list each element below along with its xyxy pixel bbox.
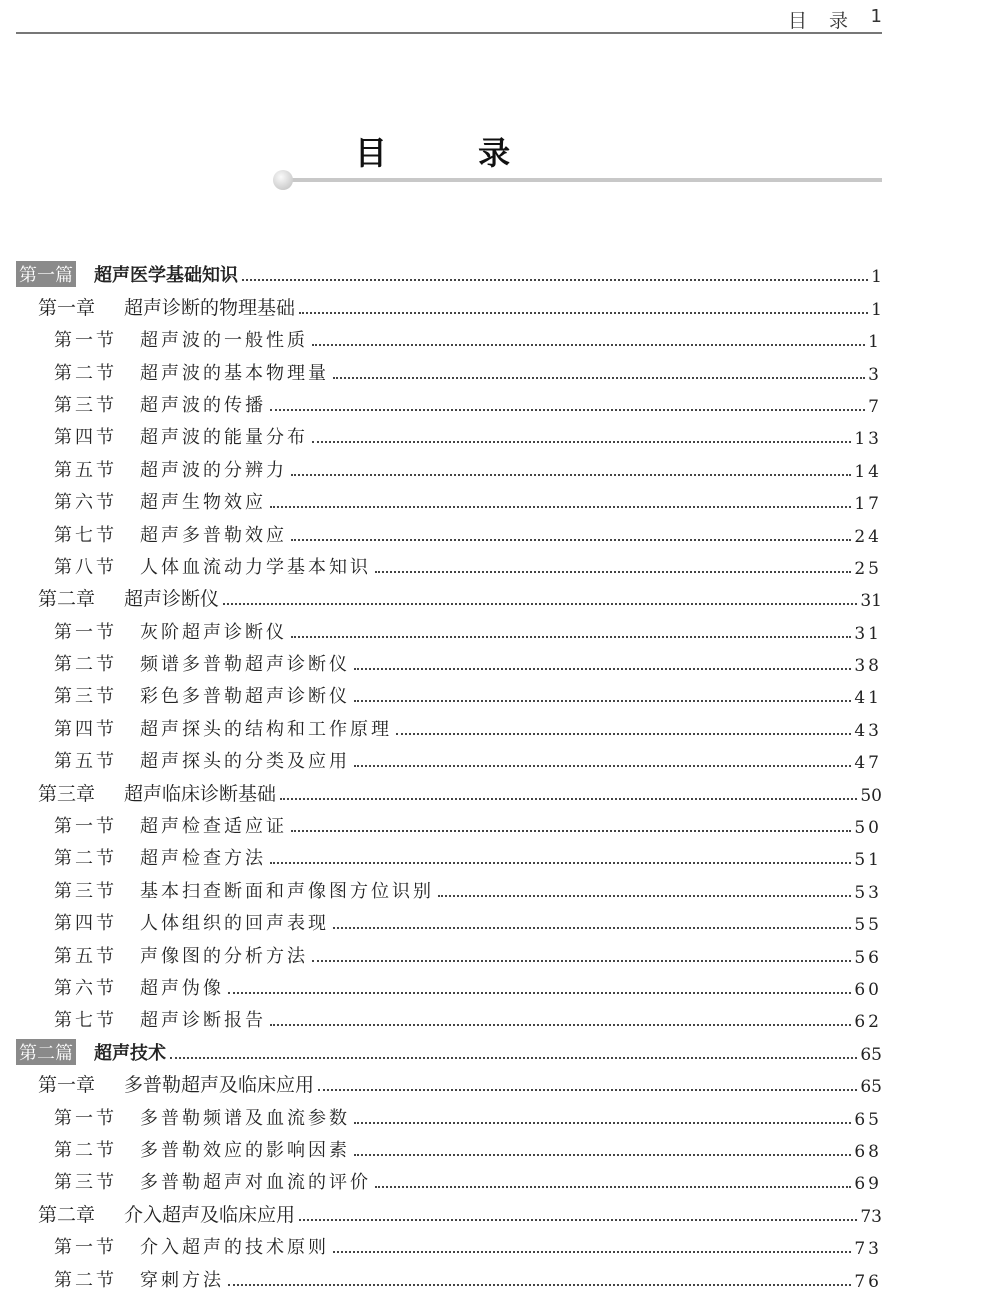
toc-entry-sec[interactable] — [16, 482, 882, 514]
entry-title: 超声诊断的物理基础 — [124, 296, 296, 319]
entry-title: 介入超声的技术原则 — [140, 1237, 329, 1259]
entry-label: 第二节 — [54, 654, 117, 676]
entry-label: 第二节 — [54, 848, 117, 870]
entry-title: 超声波的分辨力 — [140, 459, 287, 481]
entry-page-number: 53 — [854, 882, 882, 903]
entry-title: 多普勒效应的影响因素 — [140, 1139, 350, 1161]
entry-title: 超声临床诊断基础 — [124, 782, 277, 805]
page-title: 目 录 — [354, 134, 551, 172]
entry-title: 多普勒超声对血流的评价 — [140, 1172, 371, 1194]
dot-leader — [291, 830, 851, 832]
entry-label: 第三节 — [54, 1172, 117, 1194]
entry-page-number: 31 — [854, 623, 882, 644]
entry-page-number: 14 — [854, 461, 882, 482]
entry-page-number: 62 — [854, 1012, 882, 1033]
entry-title: 人体组织的回声表现 — [140, 913, 329, 935]
dot-leader — [270, 506, 851, 508]
entry-label: 第一节 — [54, 621, 117, 643]
entry-label: 第六节 — [54, 977, 117, 999]
toc-entry-sec[interactable] — [16, 417, 882, 449]
dot-leader — [333, 927, 851, 929]
toc-entry-sec[interactable] — [16, 320, 882, 352]
entry-title: 穿刺方法 — [140, 1269, 224, 1289]
toc-entry-sec[interactable] — [16, 741, 882, 773]
toc-entry-part[interactable] — [16, 1032, 882, 1064]
entry-page-number: 41 — [854, 688, 882, 709]
toc-entry-sec[interactable] — [16, 1162, 882, 1194]
entry-page-number: 38 — [854, 656, 882, 677]
entry-page-number: 73 — [854, 1239, 882, 1260]
entry-title: 人体血流动力学基本知识 — [140, 556, 371, 578]
entry-label: 第八节 — [54, 556, 117, 578]
entry-page-number: 43 — [854, 720, 882, 741]
entry-label: 第二节 — [54, 1139, 117, 1161]
entry-label: 第七节 — [54, 1010, 117, 1032]
dot-leader — [354, 765, 851, 767]
toc-entry-sec[interactable] — [16, 385, 882, 417]
entry-label: 第一章 — [38, 296, 96, 319]
entry-title: 声像图的分析方法 — [140, 945, 308, 967]
entry-title: 超声波的传播 — [140, 394, 266, 416]
entry-title: 超声波的能量分布 — [140, 427, 308, 449]
entry-label: 第五节 — [54, 459, 117, 481]
dot-leader — [228, 1284, 851, 1286]
dot-leader — [312, 344, 865, 346]
toc-entry-sec[interactable] — [16, 547, 882, 579]
running-header — [16, 0, 882, 34]
entry-title: 超声技术 — [94, 1042, 166, 1064]
entry-title: 多普勒超声及临床应用 — [124, 1074, 315, 1097]
toc-entry-sec[interactable] — [16, 449, 882, 481]
entry-title: 超声检查方法 — [140, 848, 266, 870]
toc-entry-sec[interactable] — [16, 1227, 882, 1259]
toc-entry-sec[interactable] — [16, 1130, 882, 1162]
entry-label: 第一章 — [38, 1074, 96, 1097]
dot-leader — [438, 895, 851, 897]
dot-leader — [291, 636, 851, 638]
entry-title: 基本扫查断面和声像图方位识别 — [140, 880, 434, 902]
entry-label: 第四节 — [54, 913, 117, 935]
entry-title: 超声波的一般性质 — [140, 330, 308, 352]
entry-page-number: 17 — [854, 494, 882, 515]
entry-page-number: 13 — [854, 429, 882, 450]
dot-leader — [280, 798, 857, 800]
toc-entry-sec[interactable] — [16, 1097, 882, 1129]
dot-leader — [291, 539, 851, 541]
toc-entry-part[interactable] — [16, 255, 882, 287]
toc-entry-sec[interactable] — [16, 676, 882, 708]
dot-leader — [223, 603, 857, 605]
table-of-contents — [16, 255, 882, 1289]
dot-leader — [242, 279, 868, 281]
entry-title: 超声生物效应 — [140, 492, 266, 514]
entry-page-number: 25 — [854, 558, 882, 579]
entry-label: 第二章 — [38, 588, 96, 611]
entry-page-number: 60 — [854, 979, 882, 1000]
entry-label: 第一节 — [54, 330, 117, 352]
entry-title: 介入超声及临床应用 — [124, 1203, 296, 1226]
toc-entry-sec[interactable] — [16, 644, 882, 676]
dot-leader — [375, 571, 851, 573]
dot-leader — [299, 1219, 857, 1221]
entry-page-number: 1 — [868, 332, 882, 353]
dot-leader — [333, 377, 865, 379]
entry-title: 彩色多普勒超声诊断仪 — [140, 686, 350, 708]
entry-label: 第四节 — [54, 427, 117, 449]
entry-page-number: 50 — [854, 818, 882, 839]
toc-entry-sec[interactable] — [16, 352, 882, 384]
toc-entry-sec[interactable] — [16, 838, 882, 870]
entry-title: 超声诊断报告 — [140, 1010, 266, 1032]
entry-title: 超声检查适应证 — [140, 816, 287, 838]
toc-entry-sec[interactable] — [16, 708, 882, 740]
toc-entry-sec[interactable] — [16, 968, 882, 1000]
entry-label: 第二章 — [38, 1203, 96, 1226]
entry-page-number: 68 — [854, 1141, 882, 1162]
dot-leader — [291, 474, 851, 476]
entry-title: 超声多普勒效应 — [140, 524, 287, 546]
rule-knob-ornament — [273, 170, 293, 190]
dot-leader — [354, 700, 851, 702]
entry-label: 第一节 — [54, 816, 117, 838]
entry-label: 第四节 — [54, 718, 117, 740]
toc-entry-sec[interactable] — [16, 514, 882, 546]
toc-entry-chap[interactable] — [16, 773, 882, 805]
toc-entry-chap[interactable] — [16, 579, 882, 611]
entry-page-number: 65 — [860, 1077, 882, 1098]
dot-leader — [396, 733, 851, 735]
entry-label: 第五节 — [54, 945, 117, 967]
toc-entry-sec[interactable] — [16, 870, 882, 902]
entry-page-number: 73 — [860, 1206, 882, 1227]
entry-page-number: 56 — [854, 947, 882, 968]
entry-title: 超声医学基础知识 — [94, 265, 238, 287]
entry-page-number: 7 — [868, 396, 882, 417]
running-title: 目 录 — [787, 10, 856, 32]
entry-title: 超声探头的分类及应用 — [140, 751, 350, 773]
toc-entry-sec[interactable] — [16, 611, 882, 643]
entry-label: 第二节 — [54, 362, 117, 384]
dot-leader — [270, 409, 865, 411]
entry-page-number: 31 — [860, 591, 882, 612]
title-rule — [284, 178, 882, 182]
toc-entry-chap[interactable] — [16, 1065, 882, 1097]
entry-label: 第二节 — [54, 1269, 117, 1289]
entry-page-number: 76 — [854, 1271, 882, 1289]
entry-title: 频谱多普勒超声诊断仪 — [140, 654, 350, 676]
dot-leader — [354, 668, 851, 670]
dot-leader — [318, 1089, 857, 1091]
dot-leader — [270, 862, 851, 864]
dot-leader — [333, 1251, 851, 1253]
entry-label: 第一节 — [54, 1107, 117, 1129]
toc-entry-sec[interactable] — [16, 1259, 882, 1289]
entry-label: 第三节 — [54, 880, 117, 902]
entry-page-number: 3 — [868, 364, 882, 385]
entry-label: 第六节 — [54, 492, 117, 514]
dot-leader — [270, 1024, 851, 1026]
dot-leader — [312, 441, 851, 443]
dot-leader — [354, 1154, 851, 1156]
entry-page-number: 51 — [854, 850, 882, 871]
entry-label: 第二篇 — [16, 1039, 76, 1065]
entry-title: 超声波的基本物理量 — [140, 362, 329, 384]
dot-leader — [299, 312, 868, 314]
dot-leader — [312, 960, 851, 962]
dot-leader — [375, 1186, 851, 1188]
toc-entry-chap[interactable] — [16, 1194, 882, 1226]
entry-page-number: 1 — [871, 267, 882, 288]
entry-page-number: 50 — [860, 785, 882, 806]
entry-page-number: 47 — [854, 753, 882, 774]
entry-page-number: 69 — [854, 1174, 882, 1195]
header-page-number: 1 — [870, 6, 882, 27]
dot-leader — [354, 1122, 851, 1124]
toc-entry-sec[interactable] — [16, 806, 882, 838]
entry-title: 多普勒频谱及血流参数 — [140, 1107, 350, 1129]
toc-entry-chap[interactable] — [16, 287, 882, 319]
entry-label: 第一篇 — [16, 261, 76, 287]
entry-label: 第三节 — [54, 394, 117, 416]
entry-title: 超声伪像 — [140, 977, 224, 999]
entry-label: 第三章 — [38, 782, 96, 805]
entry-title: 超声诊断仪 — [124, 588, 220, 611]
entry-label: 第一节 — [54, 1237, 117, 1259]
toc-entry-sec[interactable] — [16, 935, 882, 967]
entry-page-number: 1 — [871, 299, 882, 320]
entry-page-number: 65 — [854, 1109, 882, 1130]
entry-page-number: 55 — [854, 915, 882, 936]
entry-title: 灰阶超声诊断仪 — [140, 621, 287, 643]
entry-page-number: 24 — [854, 526, 882, 547]
dot-leader — [170, 1057, 857, 1059]
entry-label: 第五节 — [54, 751, 117, 773]
entry-page-number: 65 — [860, 1044, 882, 1065]
entry-label: 第三节 — [54, 686, 117, 708]
entry-title: 超声探头的结构和工作原理 — [140, 718, 392, 740]
dot-leader — [228, 992, 851, 994]
toc-entry-sec[interactable] — [16, 903, 882, 935]
entry-label: 第七节 — [54, 524, 117, 546]
toc-entry-sec[interactable] — [16, 1000, 882, 1032]
